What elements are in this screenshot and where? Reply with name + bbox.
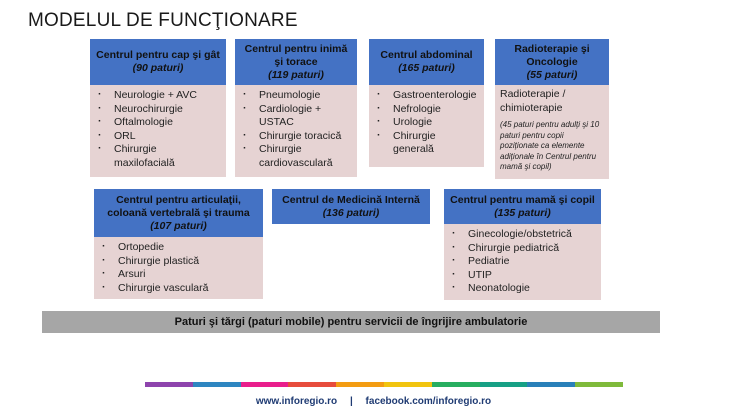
center-departments: [94, 237, 263, 299]
color-stripe: [145, 382, 623, 387]
center-departments: [235, 85, 357, 177]
department-item: · Pediatrie: [450, 255, 595, 269]
center-header: [235, 39, 357, 85]
department-item: · Ginecologie/obstetrică: [450, 228, 595, 242]
center-abdominal: [369, 39, 484, 167]
center-departments: [369, 85, 484, 167]
center-beds: (107 paturi): [150, 219, 207, 232]
center-beds: (165 paturi): [398, 62, 455, 74]
center-joints-spine-trauma: [94, 189, 263, 299]
department-item: · Oftalmologie: [96, 116, 220, 130]
center-radiotherapy-oncology: [495, 39, 609, 179]
stripe-segment: [384, 382, 432, 387]
stripe-segment: [193, 382, 241, 387]
department-item: · Pneumologie: [241, 89, 351, 103]
beds-note: (45 paturi pentru adulţi şi 10 paturi pentru copii poziţionate ca elemente adiţionale în Centrul pentru mamă şi copil): [500, 120, 600, 171]
center-beds: (119 paturi): [268, 68, 324, 81]
department-item: · UTIP: [450, 269, 595, 283]
center-departments: [90, 85, 226, 177]
stripe-segment: [432, 382, 480, 387]
stripe-segment: [241, 382, 289, 387]
department-item: · Neonatologie: [450, 282, 595, 296]
department-item: · Chirurgie toracică: [241, 130, 351, 144]
department-item: · Neurologie + AVC: [96, 89, 220, 103]
department-item: · Urologie: [375, 116, 478, 130]
center-name: Centrul pentru mamă şi copil: [450, 193, 595, 206]
department-item: · Chirurgie cardiovasculară: [241, 143, 351, 170]
center-name: Centrul pentru cap şi gât: [96, 49, 220, 61]
stripe-segment: [527, 382, 575, 387]
stripe-segment: [575, 382, 623, 387]
department-item: · Chirurgie vasculară: [100, 282, 257, 296]
stripe-segment: [480, 382, 528, 387]
center-header: [369, 39, 484, 85]
stripe-segment: [145, 382, 193, 387]
stripe-segment: [336, 382, 384, 387]
facebook-link[interactable]: facebook.com/inforegio.ro: [365, 396, 492, 407]
center-header: [94, 189, 263, 237]
center-name: Radioterapie şi Oncologie: [514, 42, 590, 68]
footer: [0, 396, 747, 407]
center-head-neck: [90, 39, 226, 177]
department-item: · Cardiologie + USTAC: [241, 103, 351, 130]
center-name: Centrul abdominal: [380, 49, 473, 61]
department-item: · ORL: [96, 130, 220, 144]
center-departments: [444, 224, 601, 300]
center-internal-medicine: [272, 189, 430, 224]
center-name: Centrul pentru inimă şi torace: [244, 42, 348, 68]
center-header: [272, 189, 430, 224]
department-item: · Nefrologie: [375, 103, 478, 117]
ambulatory-bar: Paturi şi tărgi (paturi mobile) pentru servicii de îngrijire ambulatorie: [42, 311, 660, 333]
department-item: · Chirurgie generală: [375, 130, 478, 157]
center-beds: (136 paturi): [322, 206, 380, 219]
center-name: Centrul pentru articulaţii, coloană vertebrală şi trauma: [107, 193, 250, 219]
center-beds: (90 paturi): [132, 62, 184, 74]
center-header: [495, 39, 609, 85]
center-header: [90, 39, 226, 85]
department-item: · Ortopedie: [100, 241, 257, 255]
department-item: · Gastroenterologie: [375, 89, 478, 103]
department-item: · Chirurgie maxilofacială: [96, 143, 220, 170]
center-beds: (55 paturi): [526, 68, 578, 81]
center-departments: [495, 85, 609, 179]
center-mother-child: [444, 189, 601, 300]
department-item: · Arsuri: [100, 268, 257, 282]
center-name: Centrul de Medicină Internă: [282, 193, 420, 206]
page-title: MODELUL DE FUNCŢIONARE: [28, 10, 298, 31]
department-item: · Chirurgie plastică: [100, 255, 257, 269]
footer-separator: |: [349, 396, 353, 407]
department-item: · Chirurgie pediatrică: [450, 242, 595, 256]
website-link[interactable]: www.inforegio.ro: [255, 396, 338, 407]
stripe-segment: [288, 382, 336, 387]
department-text: Radioterapie / chimioterapie: [500, 88, 566, 114]
center-header: [444, 189, 601, 224]
department-item: · Neurochirurgie: [96, 103, 220, 117]
center-heart-thorax: [235, 39, 357, 177]
center-beds: (135 paturi): [494, 206, 551, 219]
